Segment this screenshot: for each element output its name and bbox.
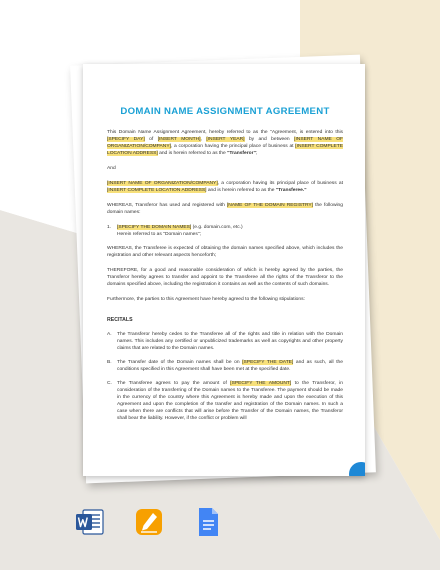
placeholder-year: [INSERT YEAR]: [206, 137, 245, 142]
recital-b: B. The Transfer date of the Domain names shall be on [SPECIFY THE DATE] and as such, all the conditions specified in this Agreement shall have been met at the specified date.: [107, 360, 343, 372]
page-corner-badge: [349, 462, 365, 476]
file-format-icons: [74, 506, 224, 538]
whereas-registry-paragraph: WHEREAS, Transferor has used and registered with [NAME OF THE DOMAIN REGISTRY] the following domain names:: [107, 203, 343, 215]
placeholder-day: [SPECIFY DAY]: [107, 137, 145, 142]
and-label: And: [107, 166, 116, 171]
placeholder-address: [INSERT COMPLETE LOCATION ADDRESS]: [107, 144, 343, 156]
document-page: [83, 64, 365, 476]
placeholder-org-name-2: [INSERT NAME OF ORGANIZATION/COMPANY]: [107, 181, 218, 186]
recital-c: C. The Transferee agrees to pay the amount of [SPECIFY THE AMOUNT] to the Transferor, in consideration of the transferring of the Domain names to the Transferee. The payment should be made in the currency of the country where this Agreement is hereby made and upon the execution of this Agreement and upon the completion of the transfer and registration of the Domain names. In such a case when there are conflicts that will arise before the Transfer of the Domain names, the Transferor shall bear the liability. However, if the conflict or problem will: [107, 381, 343, 421]
placeholder-date: [SPECIFY THE DATE]: [242, 360, 294, 365]
pages-icon[interactable]: [133, 506, 165, 538]
furthermore-paragraph: Furthermore, the parties to this Agreement have hereby agreed to the following stipulations:: [107, 297, 305, 302]
placeholder-domain-names: [SPECIFY THE DOMAIN NAMES]: [117, 225, 192, 230]
placeholder-org-name: [INSERT NAME OF ORGANIZATION/COMPANY]: [107, 137, 344, 149]
whereas-transferee-paragraph: WHEREAS, the Transferee is expected of obtaining the domain names specified above, which includes the registration and other relevant aspects henceforth;: [107, 246, 343, 258]
intro-paragraph: This Domain Name Assignment Agreement, hereby referred to as the "Agreement, is entered into this [SPECIFY DAY] of [INSERT MONTH], [INSERT YEAR] by and between [INSERT NAME OF ORGANIZATION/COMPANY], a corporation having the principal place of business at [INSERT COMPLETE LOCATION ADDRESS] and is herein referred to as the "Transferor";: [107, 130, 344, 156]
google-docs-icon[interactable]: [192, 506, 224, 538]
word-icon[interactable]: [74, 506, 106, 538]
domain-list-item: 1. [SPECIFY THE DOMAIN NAMES] (e.g. domain.com, etc.) Herein referred to as "Domain names";: [107, 225, 243, 237]
placeholder-amount: [SPECIFY THE AMOUNT]: [230, 381, 292, 386]
therefore-paragraph: THEREFORE, for a good and reasonable consideration of which is hereby agreed by the parties, the Transferor hereby agrees to transfer and appoint to the Transferee all the rights of the Transferor to the domains specified above, including the registration it contains as well as the contents of such domains.: [107, 268, 343, 287]
placeholder-month: [INSERT MONTH]: [157, 137, 201, 142]
transferee-paragraph: [INSERT NAME OF ORGANIZATION/COMPANY], a corporation having its principal place of business at [INSERT COMPLETE LOCATION ADDRESS] and is herein referred to as the "Transferee.": [107, 181, 343, 193]
placeholder-registry: [NAME OF THE DOMAIN REGISTRY]: [226, 203, 314, 208]
recital-a: A. The Transferor hereby cedes to the Transferee all of the rights and title in relation with the Domain names. This includes any certified or unpublicized trademarks as well as copyrights and other property claims that are related to the Domain names.: [107, 332, 343, 351]
document-title: DOMAIN NAME ASSIGNMENT AGREEMENT: [120, 106, 330, 117]
placeholder-address-2: [INSERT COMPLETE LOCATION ADDRESS]: [107, 188, 207, 193]
recitals-heading: RECITALS: [107, 317, 133, 323]
